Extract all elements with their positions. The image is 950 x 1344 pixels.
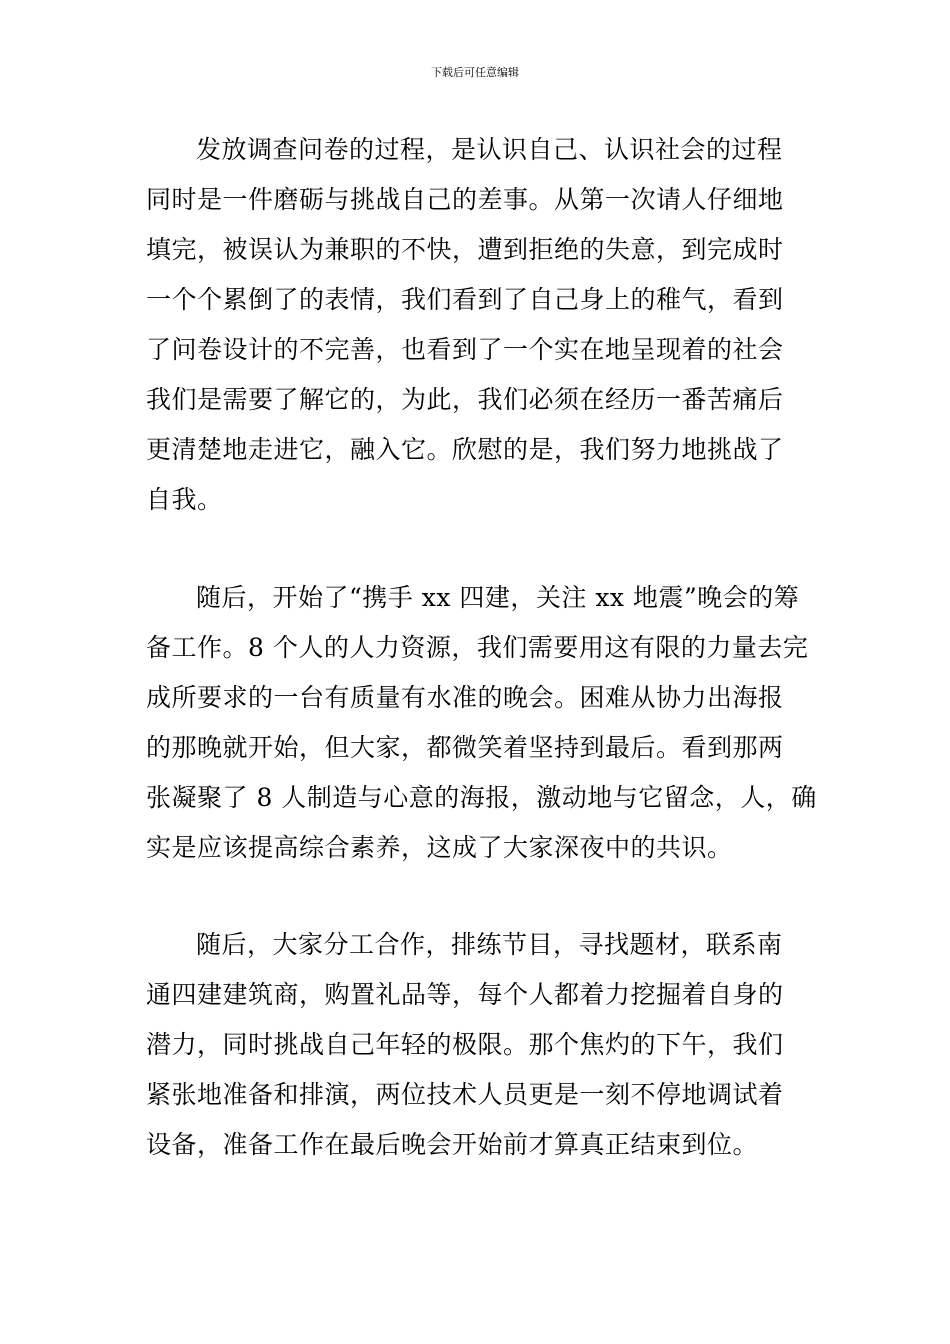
paragraph-line: 一个个累倒了的表情，我们看到了自己身上的稚气，看到 bbox=[146, 285, 784, 314]
paragraph-line: 通四建建筑商，购置礼品等，每个人都着力挖掘着自身的 bbox=[146, 980, 784, 1009]
paragraph-line: 的那晚就开始，但大家，都微笑着坚持到最后。看到那两 bbox=[146, 733, 784, 762]
paragraph-line: 自我。 bbox=[146, 485, 223, 514]
paragraph-line: 张凝聚了 8 人制造与心意的海报，激动地与它留念，人，确 bbox=[146, 783, 817, 812]
paragraph-line: 发放调查问卷的过程，是认识自己、认识社会的过程 bbox=[196, 135, 783, 164]
paragraph-line: 紧张地准备和排演，两位技术人员更是一刻不停地调试着 bbox=[146, 1080, 784, 1109]
page-header: 下载后可任意编辑 bbox=[431, 66, 519, 79]
paragraph-line: 了问卷设计的不完善，也看到了一个实在地呈现着的社会 bbox=[146, 335, 784, 364]
paragraph-line: 设备，准备工作在最后晚会开始前才算真正结束到位。 bbox=[146, 1130, 759, 1159]
paragraph-line: 潜力，同时挑战自己年轻的极限。那个焦灼的下午，我们 bbox=[146, 1030, 784, 1059]
paragraph-line: 备工作。8 个人的人力资源，我们需要用这有限的力量去完 bbox=[146, 633, 809, 662]
paragraph-line: 实是应该提高综合素养，这成了大家深夜中的共识。 bbox=[146, 833, 733, 862]
paragraph-line: 随后，开始了“携手 xx 四建，关注 xx 地震”晚会的筹 bbox=[196, 583, 800, 612]
paragraph-line: 随后，大家分工合作，排练节目，寻找题材，联系南 bbox=[196, 930, 783, 959]
paragraph-line: 我们是需要了解它的，为此，我们必须在经历一番苦痛后 bbox=[146, 385, 784, 414]
paragraph-line: 同时是一件磨砺与挑战自己的差事。从第一次请人仔细地 bbox=[146, 185, 784, 214]
paragraph-line: 填完，被误认为兼职的不快，遭到拒绝的失意，到完成时 bbox=[146, 235, 784, 264]
paragraph-line: 更清楚地走进它，融入它。欣慰的是，我们努力地挑战了 bbox=[146, 435, 784, 464]
paragraph-line: 成所要求的一台有质量有水准的晚会。困难从协力出海报 bbox=[146, 683, 784, 712]
